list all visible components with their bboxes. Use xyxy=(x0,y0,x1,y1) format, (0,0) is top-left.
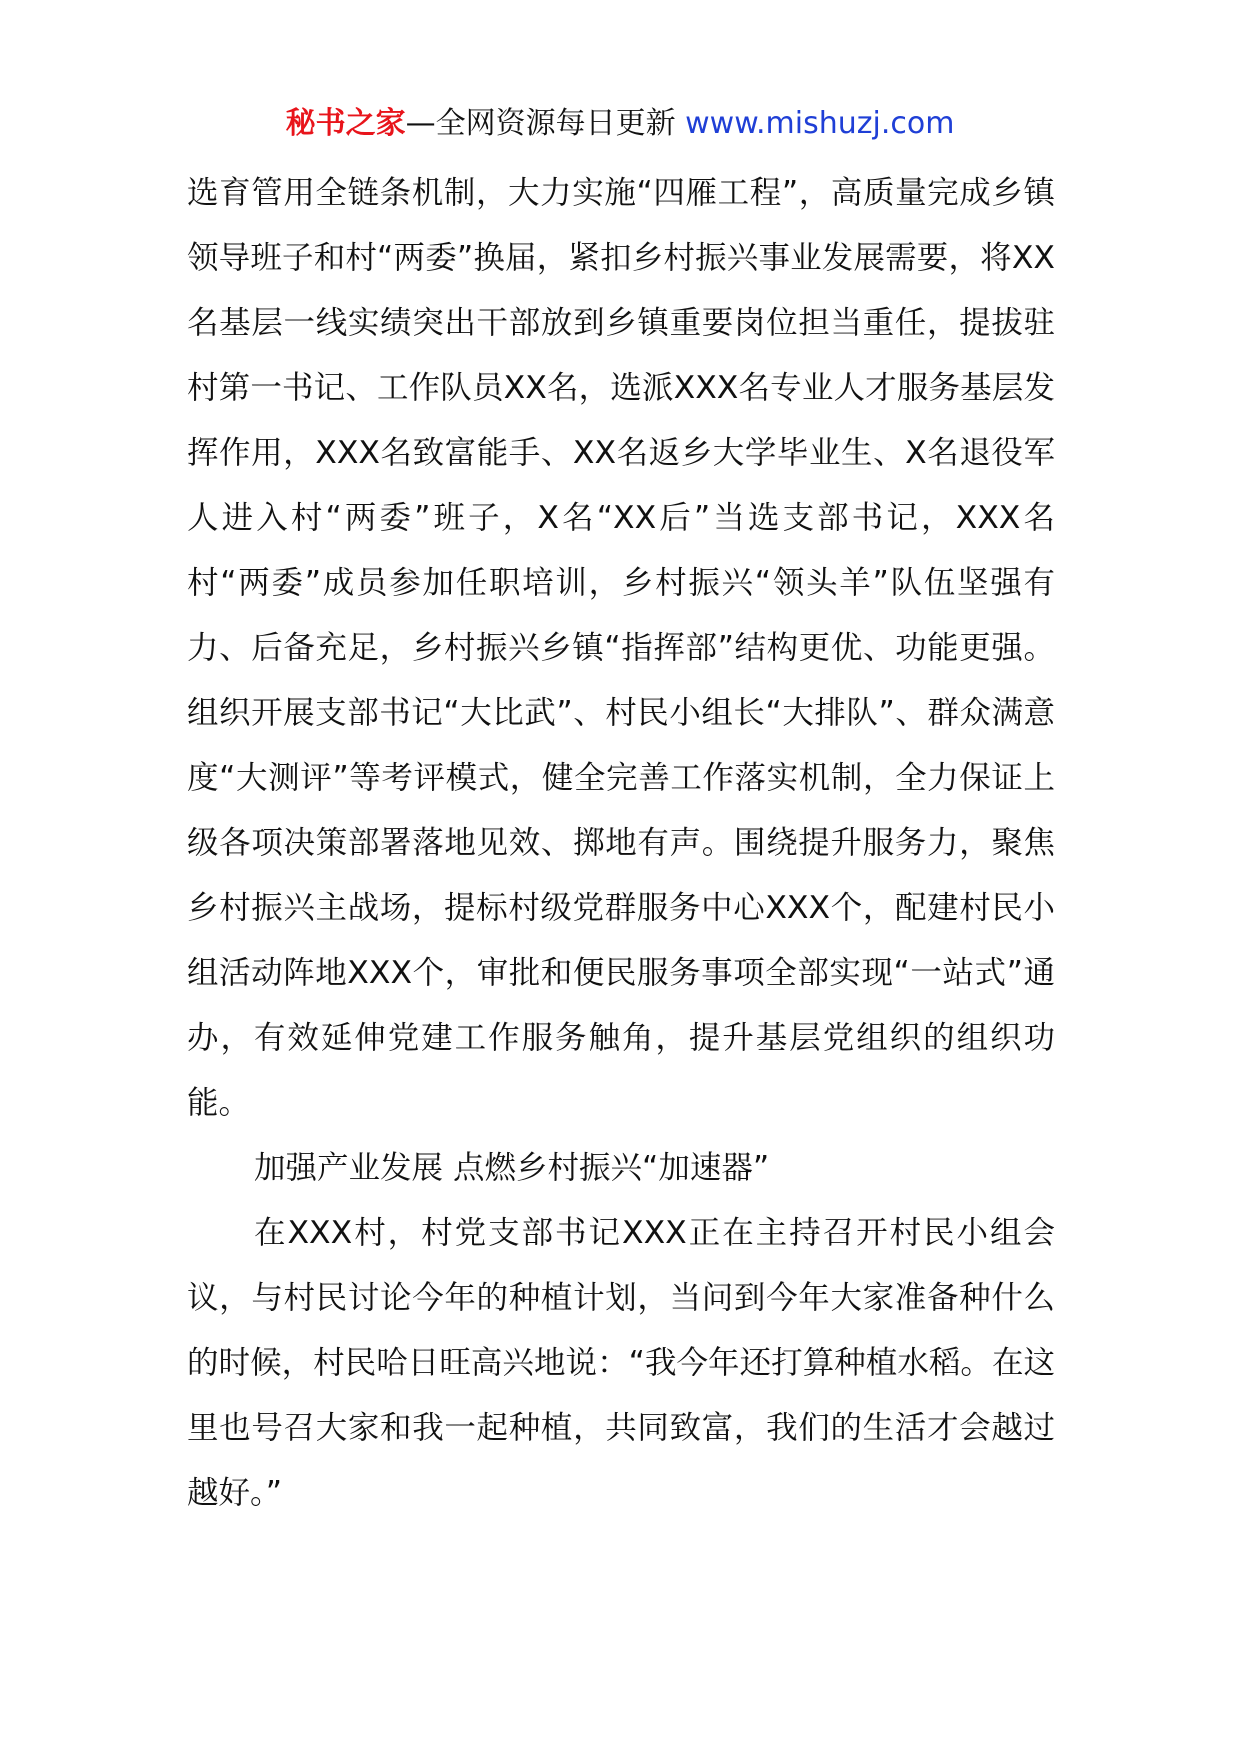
site-header xyxy=(0,104,1240,144)
site-url-link[interactable]: www.mishuzj.com xyxy=(685,106,955,141)
section-heading: 加强产业发展 点燃乡村振兴“加速器” xyxy=(254,1150,770,1186)
site-tagline: —全网资源每日更新 xyxy=(405,106,686,141)
paragraph-village-meeting: 在XXX村，村党支部书记XXX正在主持召开村民小组会议，与村民讨论今年的种植计划，当问到今年大家准备种什么的时候，村民哈日旺高兴地说：“我今年还打算种植水稻。在这里也号召大家和我一起种植，共同致富，我们的生活才会越过越好。” xyxy=(187,1215,1055,1511)
site-brand: 秘书之家 xyxy=(285,106,406,141)
document-body xyxy=(187,161,1055,1526)
paragraph-continued: 选育管用全链条机制，大力实施“四雁工程”，高质量完成乡镇领导班子和村“两委”换届，紧扣乡村振兴事业发展需要，将XX名基层一线实绩突出干部放到乡镇重要岗位担当重任，提拔驻村第一书记、工作队员XX名，选派XXX名专业人才服务基层发挥作用，XXX名致富能手、XX名返乡大学毕业生、X名退役军人进入村“两委”班子，X名“XX后”当选支部书记，XXX名村“两委”成员参加任职培训，乡村振兴“领头羊”队伍坚强有力、后备充足，乡村振兴乡镇“指挥部”结构更优、功能更强。组织开展支部书记“大比武”、村民小组长“大排队”、群众满意度“大测评”等考评模式，健全完善工作落实机制，全力保证上级各项决策部署落地见效、掷地有声。围绕提升服务力，聚焦乡村振兴主战场，提标村级党群服务中心XXX个，配建村民小组活动阵地XXX个，审批和便民服务事项全部实现“一站式”通办，有效延伸党建工作服务触角，提升基层党组织的组织功能。 xyxy=(187,175,1055,1121)
